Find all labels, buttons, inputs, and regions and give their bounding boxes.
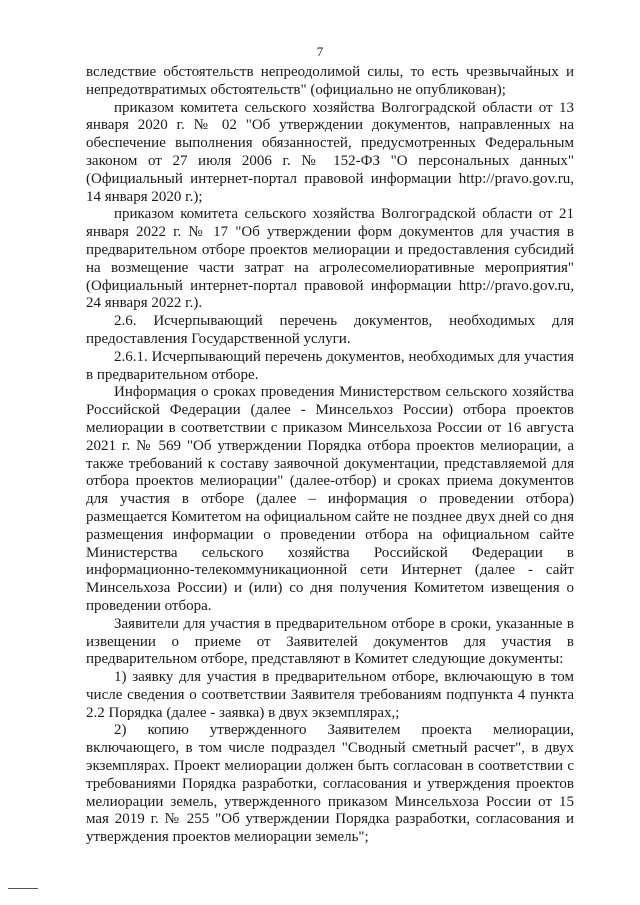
document-body	[86, 64, 574, 847]
paragraph: приказом комитета сельского хозяйства Волгоградской области от 21 января 2022 г. № 17 "Об утверждении форм документов для участия в предварительном отборе проектов мелиорации и предоставления субсидий на возмещение части затрат на агролесомелиоративные мероприятия" (Официальный интернет-портал правовой информации http://pravo.gov.ru, 24 января 2022 г.).	[86, 206, 574, 312]
paragraph: Заявители для участия в предварительном отборе в сроки, указанные в извещении о приеме от Заявителей документов для участия в предварительном отборе, представляют в Комитет следующие документы:	[86, 615, 574, 668]
paragraph: вследствие обстоятельств непреодолимой силы, то есть чрезвычайных и непредотвратимых обстоятельств" (официально не опубликован);	[86, 64, 574, 98]
page-number: 7	[316, 44, 324, 59]
footer-rule	[8, 888, 38, 889]
paragraph: 2.6. Исчерпывающий перечень документов, необходимых для предоставления Государственной услуги.	[86, 313, 574, 347]
paragraph: 1) заявку для участия в предварительном отборе, включающую в том числе сведения о соответствии Заявителя требованиям подпункта 4 пункта 2.2 Порядка (далее - заявка) в двух экземплярах,;	[86, 669, 574, 721]
paragraph: 2.6.1. Исчерпывающий перечень документов, необходимых для участия в предварительном отборе.	[86, 348, 574, 383]
paragraph: 2) копию утвержденного Заявителем проекта мелиорации, включающего, в том числе подраздел "Сводный сметный расчет", в двух экземплярах. Проект мелиорации должен быть согласован в соответствии с требованиями Порядка разработки, согласования и утверждения проектов мелиорации земель, утвержденного приказом Минсельхоза России от 15 мая 2019 г. № 255 "Об утверждении Порядка разработки, согласования и утверждения проектов мелиорации земель";	[86, 722, 574, 846]
paragraph: приказом комитета сельского хозяйства Волгоградской области от 13 января 2020 г. № 02 "Об утверждении документов, направленных на обеспечение выполнения обязанностей, предусмотренных Федеральным законом от 27 июля 2006 г. № 152-ФЗ "О персональных данных" (Официальный интернет-портал правовой информации http://pravo.gov.ru, 14 января 2020 г.);	[86, 99, 574, 205]
paragraph: Информация о сроках проведения Министерством сельского хозяйства Российской Федерации (далее - Минсельхоз России) отбора проектов мелиорации в соответствии с приказом Минсельхоза России от 16 августа 2021 г. № 569 "Об утверждении Порядка отбора проектов мелиорации, а также требований к составу заявочной документации, представляемой для отбора проектов мелиорации" (далее-отбор) и сроках приема документов для участия в отборе (далее – информация о проведении отбора) размещается Комитетом на официальном сайте не позднее двух дней со дня размещения информации о проведении отбора на официальном сайте Министерства сельского хозяйства Российской Федерации в информационно-телекоммуникационной сети Интернет (далее - сайт Минсельхоза России) и (или) со дня получения Комитетом извещения о проведении отбора.	[86, 384, 574, 614]
